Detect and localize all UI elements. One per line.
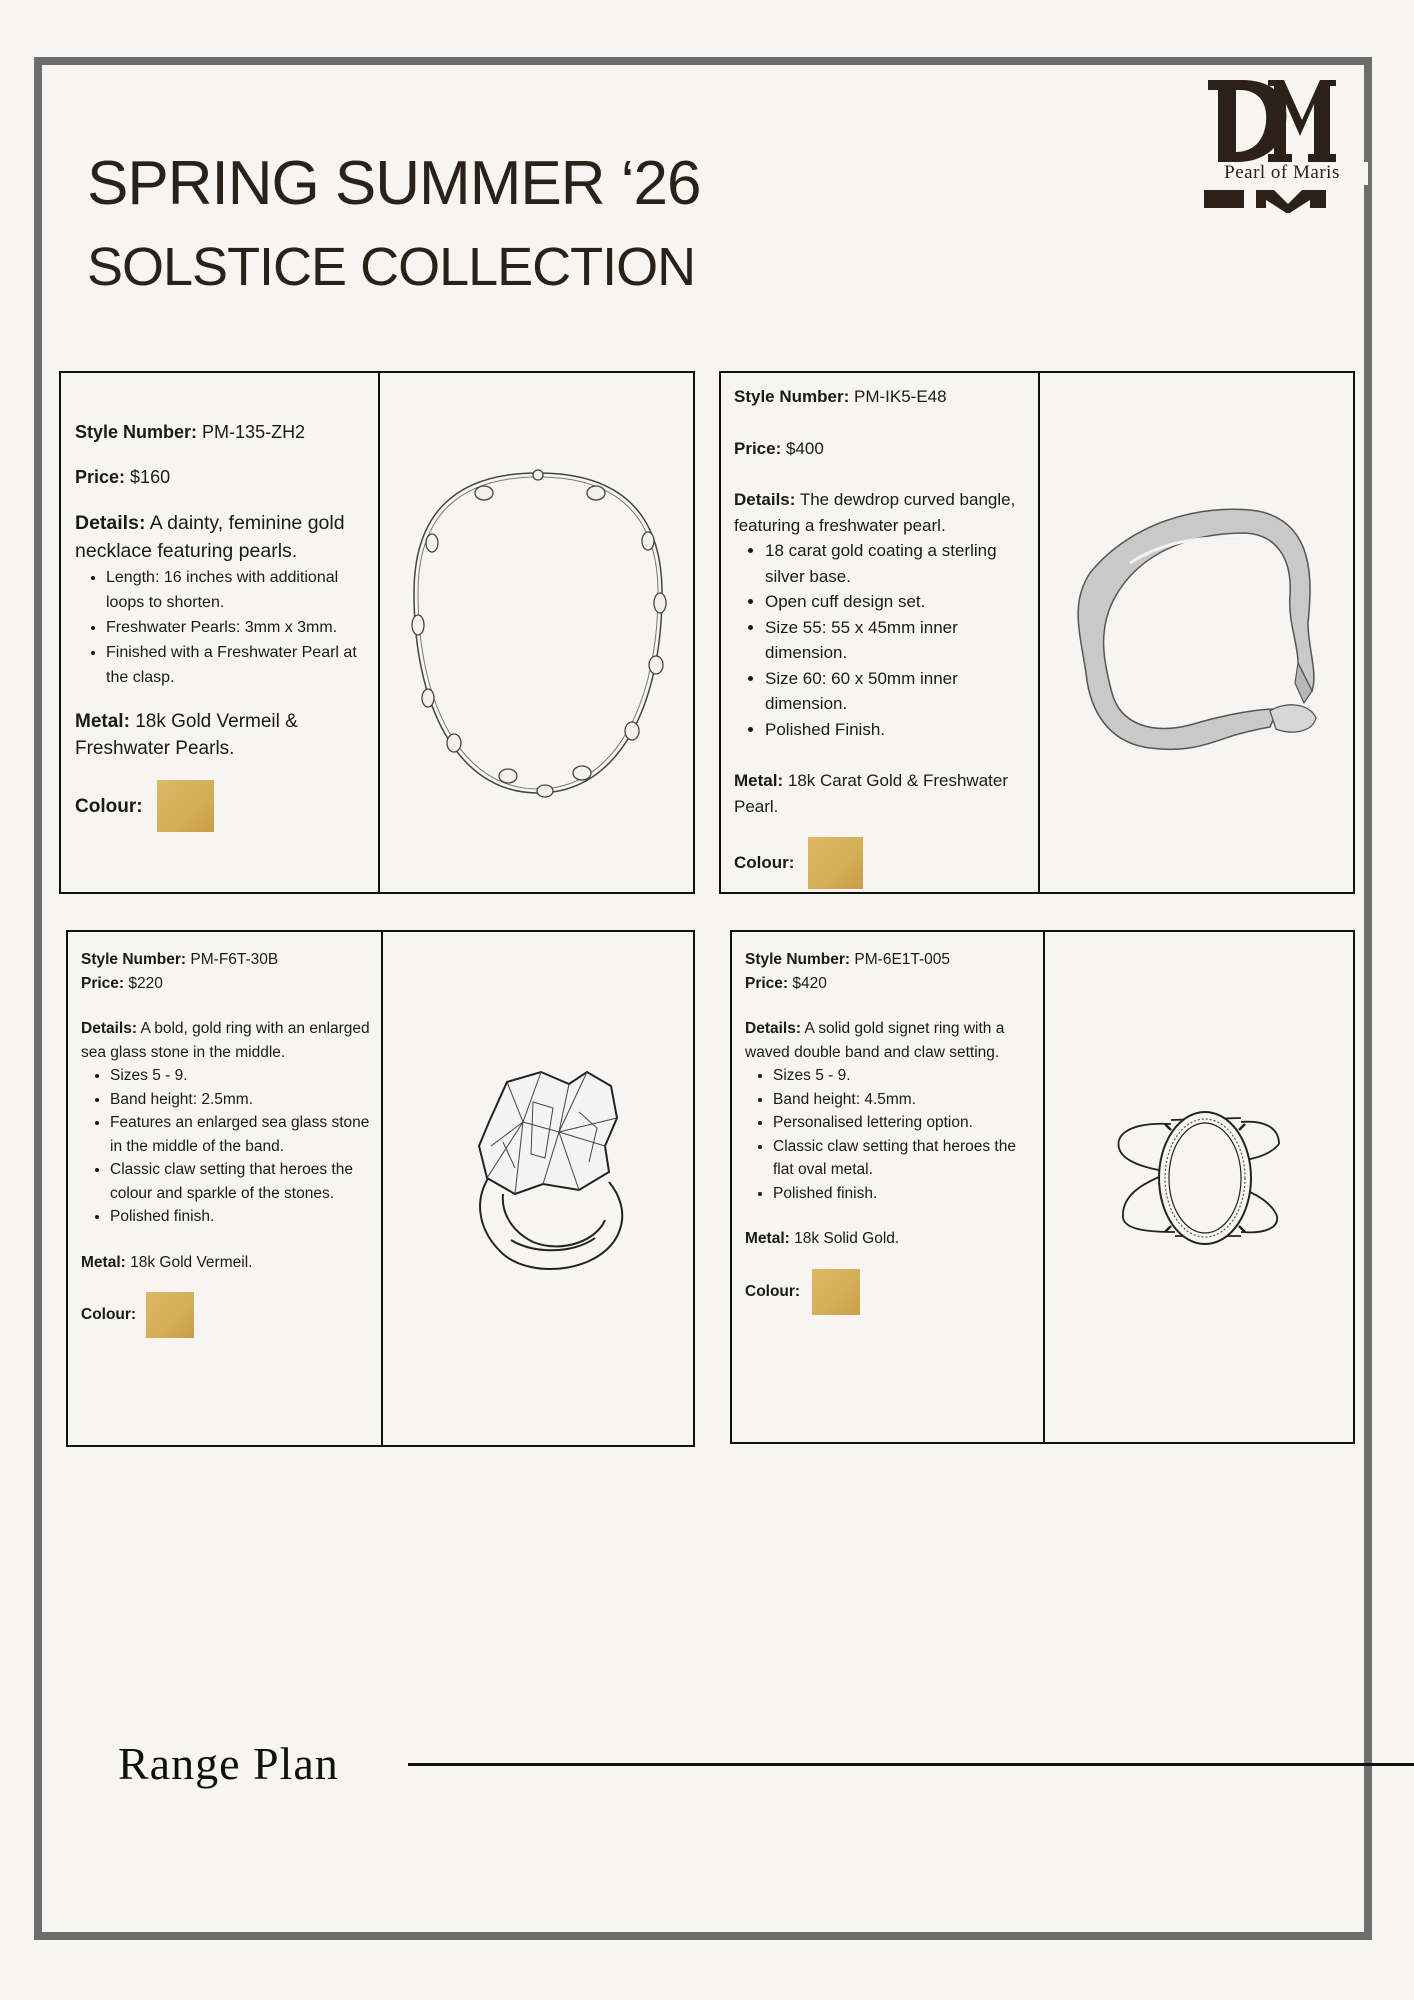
pm-monogram-icon [1196, 78, 1368, 213]
price-label: Price: [75, 467, 126, 487]
metal: 18k Gold Vermeil & Freshwater Pearls. [75, 711, 298, 759]
product-info [721, 373, 1040, 892]
signet-ring-icon [1045, 932, 1355, 1442]
details: A dainty, feminine gold necklace featuring pearls. [75, 512, 345, 562]
range-plan-heading: Range Plan [118, 1738, 339, 1789]
gold-colour-swatch [146, 1292, 194, 1338]
list-item: • Freshwater Pearls: 3mm x 3mm. [106, 615, 365, 640]
details: The dewdrop curved bangle, featuring a freshwater pearl. [734, 490, 1016, 535]
product-card-sea-glass-ring [66, 930, 695, 1447]
list-item: • Band height: 2.5mm. [110, 1088, 373, 1112]
product-info [68, 932, 383, 1445]
details-label: Details: [745, 1020, 801, 1037]
pearl-necklace-icon [380, 373, 696, 892]
list-item: • Features an enlarged sea glass stone in the middle of the band. [110, 1111, 373, 1158]
product-image [380, 373, 693, 892]
product-image [1040, 373, 1353, 892]
gold-colour-swatch [812, 1269, 860, 1315]
brand-name: Pearl of Maris [1196, 162, 1368, 185]
style-label: Style Number: [75, 422, 198, 442]
list-item: • Sizes 5 - 9. [110, 1064, 373, 1088]
price-label: Price: [734, 438, 782, 458]
collection-title: SOLSTICE COLLECTION [87, 237, 696, 297]
product-image [1045, 932, 1353, 1442]
metal-label: Metal: [81, 1253, 126, 1271]
price-label: Price: [81, 974, 125, 992]
product-info [61, 373, 380, 892]
details-label: Details: [734, 490, 796, 509]
product-card-bangle [719, 371, 1355, 894]
details-label: Details: [81, 1020, 137, 1037]
list-item: • Size 60: 60 x 50mm inner dimension. [765, 666, 1028, 717]
list-item: • Classic claw setting that heroes the colour and sparkle of the stones. [110, 1158, 373, 1205]
style-number: PM-IK5-E48 [853, 387, 947, 406]
product-image [383, 932, 693, 1445]
list-item: • Polished finish. [110, 1205, 373, 1229]
details: A solid gold signet ring with a waved double band and claw setting. [745, 1020, 1005, 1061]
list-item: • Band height: 4.5mm. [773, 1088, 1035, 1112]
metal: 18k Gold Vermeil. [130, 1253, 253, 1271]
gold-colour-swatch [808, 837, 863, 889]
list-item: • Polished Finish. [765, 717, 1028, 743]
style-label: Style Number: [81, 951, 187, 968]
brand-logo [1196, 78, 1368, 213]
style-number: PM-135-ZH2 [202, 422, 306, 442]
list-item: • Sizes 5 - 9. [773, 1064, 1035, 1088]
list-item: • Finished with a Freshwater Pearl at the clasp. [106, 640, 365, 690]
list-item: • Classic claw setting that heroes the flat oval metal. [773, 1135, 1035, 1182]
colour-label: Colour: [81, 1306, 137, 1324]
metal-label: Metal: [734, 771, 784, 790]
list-item: • Length: 16 inches with additional loops to shorten. [106, 565, 365, 615]
price-label: Price: [745, 974, 789, 992]
product-card-necklace [59, 371, 695, 894]
list-item: • Open cuff design set. [765, 589, 1028, 615]
colour-label: Colour: [734, 853, 795, 873]
colour-label: Colour: [75, 795, 143, 817]
style-number: PM-6E1T-005 [854, 951, 951, 968]
price: $400 [785, 438, 824, 458]
style-label: Style Number: [745, 951, 851, 968]
details: A bold, gold ring with an enlarged sea glass stone in the middle. [81, 1020, 370, 1061]
list-item: • Polished finish. [773, 1182, 1035, 1206]
list-item: • Personalised lettering option. [773, 1111, 1035, 1135]
list-item: • 18 carat gold coating a sterling silver base. [765, 538, 1028, 589]
metal-label: Metal: [75, 711, 130, 732]
details-label: Details: [75, 512, 146, 534]
price: $160 [130, 467, 171, 487]
style-label: Style Number: [734, 387, 850, 406]
metal: 18k Solid Gold. [794, 1230, 900, 1247]
product-info [732, 932, 1045, 1442]
price: $420 [792, 974, 827, 992]
metal: 18k Carat Gold & Freshwater Pearl. [734, 771, 1009, 816]
colour-label: Colour: [745, 1282, 801, 1300]
season-title: SPRING SUMMER ‘26 [87, 149, 701, 218]
product-card-signet-ring [730, 930, 1355, 1444]
divider-line [408, 1763, 1414, 1766]
metal-label: Metal: [745, 1230, 790, 1247]
sea-glass-ring-icon [383, 932, 695, 1445]
cuff-bangle-icon [1040, 373, 1356, 892]
list-item: • Size 55: 55 x 45mm inner dimension. [765, 615, 1028, 666]
price: $220 [128, 974, 163, 992]
gold-colour-swatch [157, 780, 214, 832]
style-number: PM-F6T-30B [190, 951, 279, 968]
